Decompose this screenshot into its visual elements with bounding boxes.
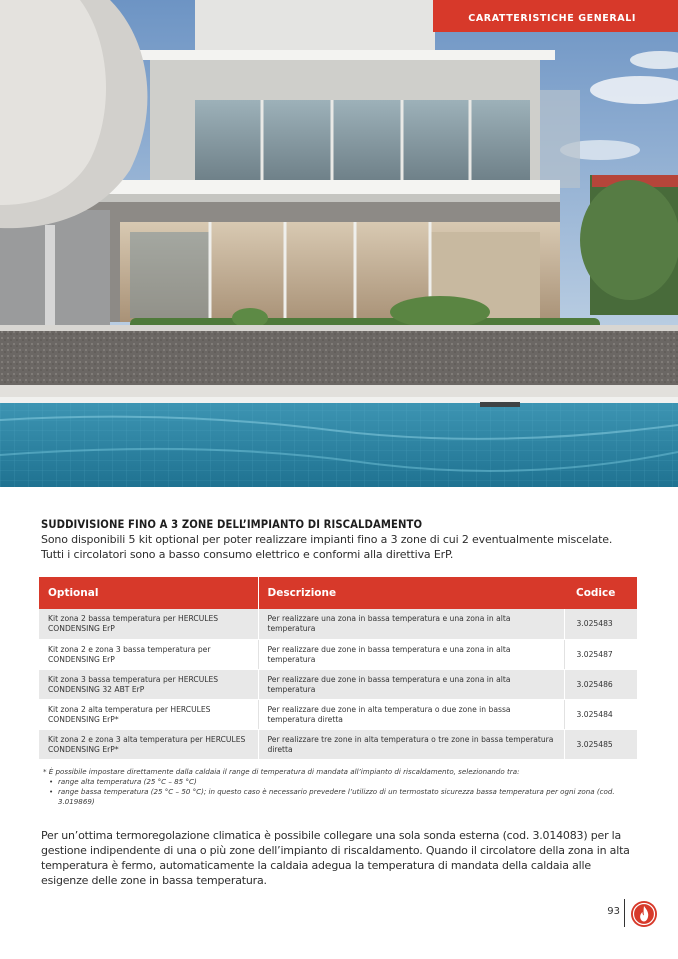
row-code: 3.025487 bbox=[564, 639, 637, 669]
intro-section bbox=[41, 518, 641, 562]
footnote-list bbox=[43, 777, 643, 807]
section-title: SUDDIVISIONE FINO A 3 ZONE DELL’IMPIANTO DI RISCALDAMENTO bbox=[41, 518, 423, 531]
footnote-intro: * È possibile impostare direttamente dalla caldaia il range di temperatura di mandata all’impianto di riscaldamento, selezionando tra: bbox=[43, 767, 520, 776]
table-header-row bbox=[39, 577, 637, 609]
table-row bbox=[39, 699, 637, 729]
thermoregulation-paragraph: Per un’ottima termoregolazione climatica è possibile collegare una sola sonda esterna (cod. 3.014083) per la gestione indipendente di una o più zone dell’impianto di riscaldamento. Quando il circolatore della zona in alta temperatura è fermo, automaticamente la caldaia adegua la temperatura di mandata della caldaia alle esigenze delle zone in bassa temperatura. bbox=[41, 829, 630, 887]
table-footnote bbox=[43, 767, 643, 807]
table-row bbox=[39, 729, 637, 759]
row-optional: Kit zona 2 e zona 3 bassa temperatura per CONDENSING ErP bbox=[39, 639, 258, 669]
page-number: 93 bbox=[607, 906, 620, 917]
flame-logo-icon bbox=[630, 900, 658, 928]
row-code: 3.025484 bbox=[564, 699, 637, 729]
table-row bbox=[39, 639, 637, 669]
row-description: Per realizzare una zona in bassa temperatura e una zona in alta temperatura bbox=[258, 609, 564, 639]
row-description: Per realizzare due zone in bassa temperatura e una zona in alta temperatura bbox=[258, 669, 564, 699]
column-header-optional: Optional bbox=[39, 577, 258, 609]
footnote-bullet-low-range: • range bassa temperatura (25 °C – 50 °C); in questo caso è necessario prevedere l’utilizzo di un termostato sicurezza bassa temperatura per ogni zona (cod. 3.019869) bbox=[49, 787, 643, 807]
row-description: Per realizzare due zone in alta temperatura o due zone in bassa temperatura diretta bbox=[258, 699, 564, 729]
row-optional: Kit zona 2 alta temperatura per HERCULES CONDENSING ErP* bbox=[39, 699, 258, 729]
row-optional: Kit zona 2 bassa temperatura per HERCULES CONDENSING ErP bbox=[39, 609, 258, 639]
intro-line-1: Sono disponibili 5 kit optional per poter realizzare impianti fino a 3 zone di cui 2 eventualmente miscelate. bbox=[41, 533, 613, 546]
row-code: 3.025483 bbox=[564, 609, 637, 639]
row-code: 3.025485 bbox=[564, 729, 637, 759]
row-optional: Kit zona 2 e zona 3 alta temperatura per HERCULES CONDENSING ErP* bbox=[39, 729, 258, 759]
optional-kits-table bbox=[39, 577, 637, 760]
section-tab: CARATTERISTICHE GENERALI bbox=[433, 0, 678, 32]
footer-divider bbox=[624, 899, 625, 927]
row-code: 3.025486 bbox=[564, 669, 637, 699]
footnote-bullet-high-range: • range alta temperatura (25 °C – 85 °C) bbox=[49, 777, 643, 787]
row-description: Per realizzare due zone in bassa temperatura e una zona in alta temperatura bbox=[258, 639, 564, 669]
intro-line-2: Tutti i circolatori sono a basso consumo elettrico e conformi alla direttiva ErP. bbox=[41, 547, 454, 561]
table-row bbox=[39, 669, 637, 699]
column-header-description: Descrizione bbox=[258, 577, 564, 609]
row-description: Per realizzare tre zone in alta temperatura o tre zone in bassa temperatura diretta bbox=[258, 729, 564, 759]
row-optional: Kit zona 3 bassa temperatura per HERCULES CONDENSING 32 ABT ErP bbox=[39, 669, 258, 699]
column-header-code: Codice bbox=[564, 577, 637, 609]
table-row bbox=[39, 609, 637, 639]
